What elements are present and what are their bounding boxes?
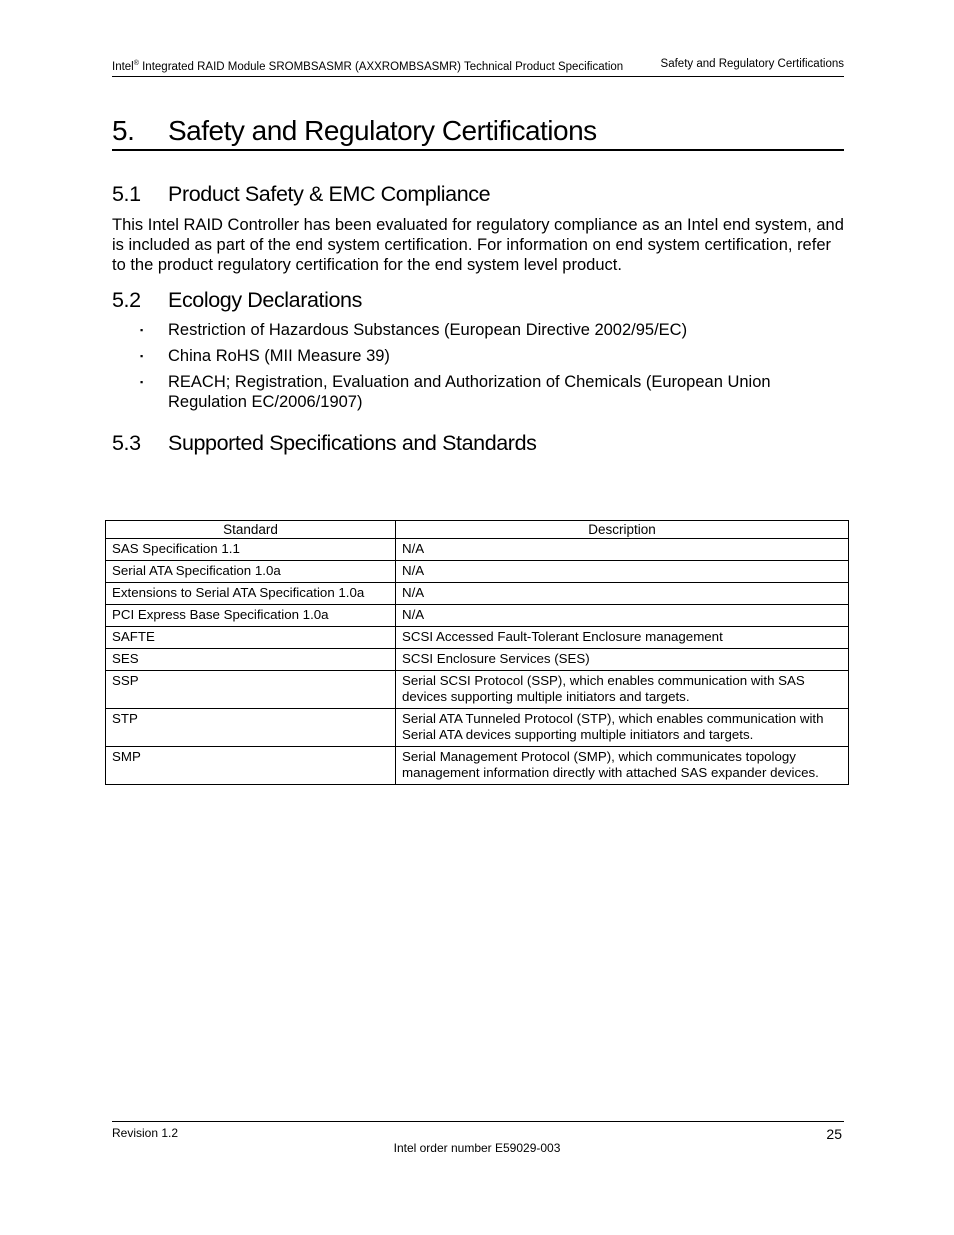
table-row: [106, 627, 849, 649]
standard-cell: Serial ATA Specification 1.0a: [106, 561, 396, 583]
ecology-bullet-list: [112, 320, 846, 418]
chapter-heading: [112, 113, 844, 151]
table-row: [106, 539, 849, 561]
description-cell: Serial ATA Tunneled Protocol (STP), which enables communication with Serial ATA devices supporting multiple initiators and targets.: [396, 709, 849, 747]
standard-cell: Extensions to Serial ATA Specification 1.0a: [106, 583, 396, 605]
table-row: [106, 747, 849, 785]
chapter-title: Safety and Regulatory Certifications: [168, 115, 597, 146]
description-cell: N/A: [396, 561, 849, 583]
footer-order-number: Intel order number E59029-003: [393, 1141, 561, 1155]
standard-cell: SES: [106, 649, 396, 671]
section-5-1-body: This Intel RAID Controller has been evaluated for regulatory compliance as an Intel end system, and is included as part of the end system certification. For information on end system certification, refer to the product regulatory certification for the end system level product.: [112, 216, 844, 274]
description-cell: N/A: [396, 605, 849, 627]
standard-cell: STP: [106, 709, 396, 747]
description-cell: SCSI Accessed Fault-Tolerant Enclosure management: [396, 627, 849, 649]
standard-cell: PCI Express Base Specification 1.0a: [106, 605, 396, 627]
standard-cell: SAFTE: [106, 627, 396, 649]
section-heading-5-3: 5.3 Supported Specifications and Standards: [112, 431, 537, 455]
table-row: [106, 605, 849, 627]
footer-revision: Revision 1.2: [112, 1126, 179, 1140]
column-header-description: Description: [396, 521, 849, 539]
standard-cell: SMP: [106, 747, 396, 785]
page-header: [112, 56, 844, 77]
table-row: [106, 561, 849, 583]
standard-cell: SAS Specification 1.1: [106, 539, 396, 561]
list-item: ▪ REACH; Registration, Evaluation and Authorization of Chemicals (European Union Regulation EC/2006/1907): [140, 373, 771, 411]
standard-cell: SSP: [106, 671, 396, 709]
list-item: ▪ Restriction of Hazardous Substances (European Directive 2002/95/EC): [140, 321, 688, 339]
header-section-title: Safety and Regulatory Certifications: [660, 58, 844, 70]
description-cell: SCSI Enclosure Services (SES): [396, 649, 849, 671]
table-row: [106, 671, 849, 709]
table-header-row: [106, 521, 849, 539]
page-number: 25: [826, 1126, 842, 1142]
section-heading-5-2: 5.2 Ecology Declarations: [112, 288, 362, 312]
table-row: [106, 709, 849, 747]
chapter-number: 5.: [112, 115, 135, 146]
section-heading-5-1: 5.1 Product Safety & EMC Compliance: [112, 182, 491, 206]
table-row: [106, 583, 849, 605]
header-document-title: Intel® Integrated RAID Module SROMBSASMR (AXXROMBSASMR) Technical Product Specification: [112, 60, 624, 73]
description-cell: Serial SCSI Protocol (SSP), which enables communication with SAS devices supporting multiple initiators and targets.: [396, 671, 849, 709]
description-cell: Serial Management Protocol (SMP), which communicates topology management information directly with attached SAS expander devices.: [396, 747, 849, 785]
column-header-standard: Standard: [106, 521, 396, 539]
description-cell: N/A: [396, 583, 849, 605]
footer-divider: [112, 1121, 844, 1122]
description-cell: N/A: [396, 539, 849, 561]
standards-table: [105, 520, 849, 785]
list-item: ▪ China RoHS (MII Measure 39): [140, 347, 390, 365]
table-row: [106, 649, 849, 671]
